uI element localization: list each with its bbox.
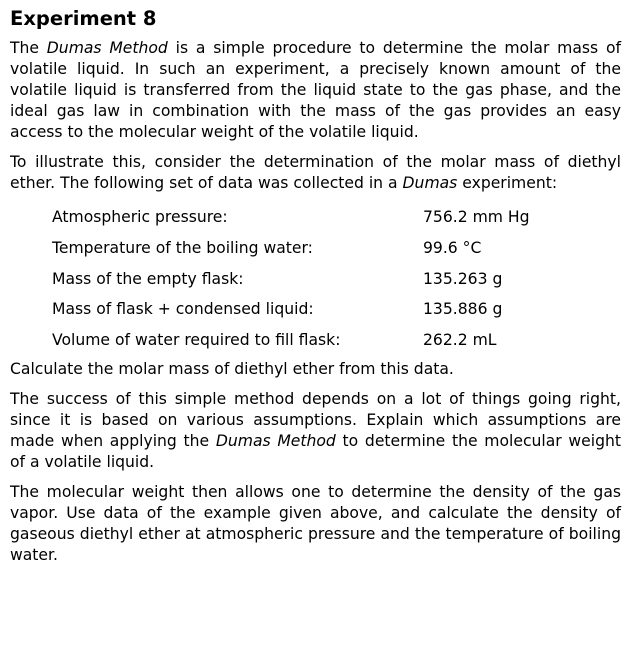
intro-text-end: is a simple procedure to determine the molar mass of volatile liquid. In such an experiment, a precisely known amount of the volatile liquid is transferred from the liquid state to the gas phase, and the ideal gas law in combination with the mass of the gas provides an easy access to the molecular weight of the volatile liquid. [10, 39, 621, 141]
dumas-method-term: Dumas Method [215, 432, 336, 451]
data-row-pressure [52, 202, 563, 233]
data-label: Mass of the empty flask: [52, 269, 244, 288]
data-label: Mass of flask + condensed liquid: [52, 300, 314, 319]
data-value: 262.2 mL [423, 331, 497, 350]
illustration-text-start: To illustrate this, consider the determination of the molar mass of diethyl ether. The following set of data was collected in a [10, 153, 621, 192]
intro-paragraph [10, 38, 621, 143]
data-row-flask-liquid [52, 294, 563, 325]
experiment-data-table [52, 202, 563, 355]
data-label: Temperature of the boiling water: [52, 239, 313, 258]
data-row-temperature [52, 233, 563, 264]
data-label: Atmospheric pressure: [52, 208, 228, 227]
data-row-volume [52, 325, 563, 356]
dumas-term: Dumas [402, 174, 458, 192]
data-row-empty-flask [52, 263, 563, 294]
data-label: Volume of water required to fill flask: [52, 331, 341, 350]
calculate-molar-mass-task: Calculate the molar mass of diethyl ether from this data. [10, 360, 454, 379]
dumas-method-term: Dumas Method [46, 39, 168, 57]
assumptions-text-start: The success of this simple method depends on a lot of things going right, since it is based on various assumptions. Explain which assumptions are made when applying the [10, 390, 621, 451]
intro-text-start: The [10, 39, 47, 57]
page-title: Experiment 8 [10, 7, 157, 30]
data-value: 756.2 mm Hg [423, 208, 530, 227]
illustration-text-end: experiment: [457, 174, 558, 192]
density-paragraph: The molecular weight then allows one to determine the density of the gas vapor. Use data of the example given above, and calculate the density of gaseous diethyl ether at atmospheric pressure and the temperature of boiling water. [10, 483, 621, 565]
assumptions-paragraph [10, 389, 621, 473]
data-value: 135.263 g [423, 269, 503, 288]
assumptions-text-end: to determine the molecular weight of a volatile liquid. [10, 432, 621, 472]
data-value: 135.886 g [423, 300, 503, 319]
illustration-paragraph [10, 152, 621, 194]
data-value: 99.6 °C [423, 239, 482, 258]
